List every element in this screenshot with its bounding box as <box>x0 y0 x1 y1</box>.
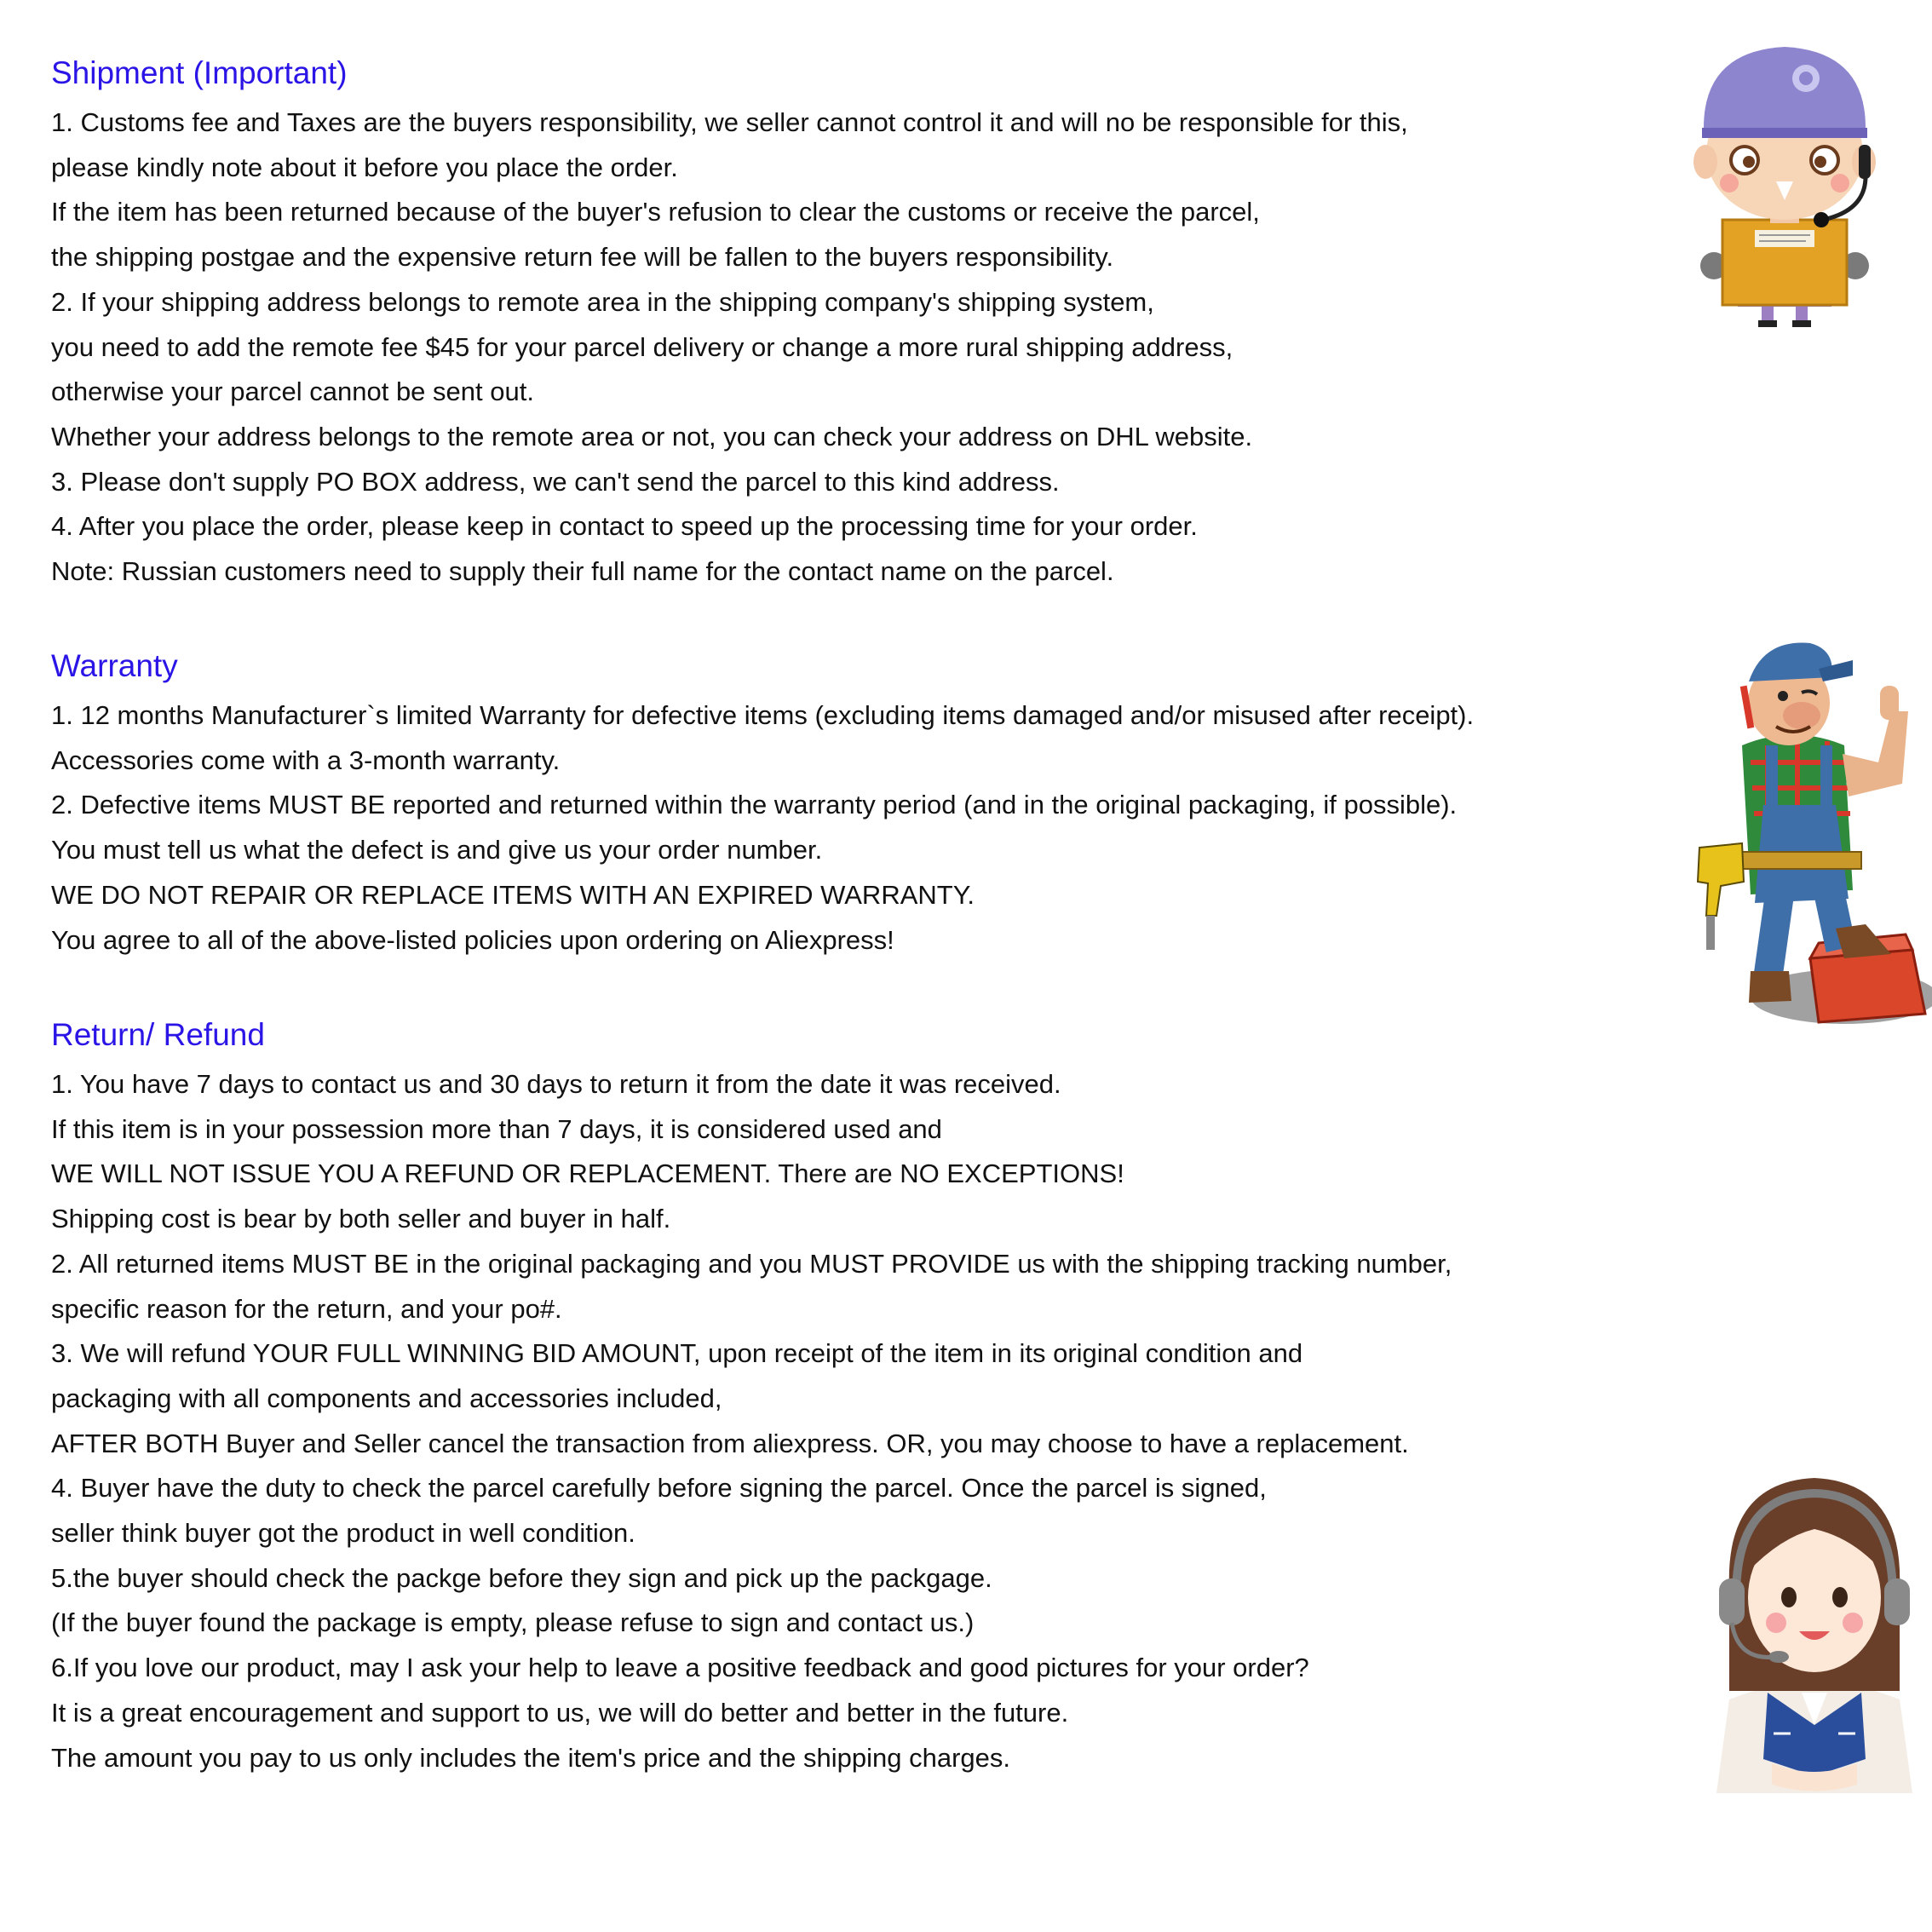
shipment-title: Shipment (Important) <box>51 55 348 90</box>
courier-illustration <box>1670 26 1900 332</box>
refund-line: (If the buyer found the package is empty, please refuse to sign and contact us.) <box>51 1607 975 1638</box>
warranty-title: Warranty <box>51 648 178 683</box>
shipment-line: you need to add the remote fee $45 for your parcel delivery or change a more rural shipping address, <box>51 331 1233 362</box>
refund-line: The amount you pay to us only includes the item's price and the shipping charges. <box>51 1742 1011 1773</box>
support-illustration <box>1704 1469 1925 1793</box>
refund-line: 1. You have 7 days to contact us and 30 days to return it from the date it was received. <box>51 1069 1061 1099</box>
refund-line: 2. All returned items MUST BE in the original packaging and you MUST PROVIDE us with the shipping tracking number, <box>51 1248 1452 1279</box>
refund-line: It is a great encouragement and support to us, we will do better and better in the future. <box>51 1697 1069 1728</box>
refund-lines <box>51 1062 1670 1780</box>
warranty-line: 2. Defective items MUST BE reported and returned within the warranty period (and in the original packaging, if possible). <box>51 790 1458 820</box>
refund-line: specific reason for the return, and your po#. <box>51 1293 562 1324</box>
refund-line: Shipping cost is bear by both seller and buyer in half. <box>51 1204 671 1234</box>
refund-title: Return/ Refund <box>51 1017 265 1052</box>
refund-line: packaging with all components and accessories included, <box>51 1383 722 1413</box>
shipment-line: otherwise your parcel cannot be sent out. <box>51 377 534 407</box>
shipment-line: If the item has been returned because of the buyer's refusion to clear the customs or receive the parcel, <box>51 197 1260 227</box>
shipment-line: 3. Please don't supply PO BOX address, we can't send the parcel to this kind address. <box>51 466 1060 497</box>
shipment-line: please kindly note about it before you place the order. <box>51 152 678 182</box>
refund-line: AFTER BOTH Buyer and Seller cancel the transaction from aliexpress. OR, you may choose to have a replacement. <box>51 1428 1409 1458</box>
shipment-lines <box>51 101 1670 595</box>
shipment-line: Note: Russian customers need to supply their full name for the contact name on the parcel. <box>51 556 1114 587</box>
warranty-line: You agree to all of the above-listed policies upon ordering on Aliexpress! <box>51 924 894 955</box>
refund-line: 3. We will refund YOUR FULL WINNING BID AMOUNT, upon receipt of the item in its original condition and <box>51 1338 1303 1369</box>
shipment-line: 2. If your shipping address belongs to remote area in the shipping company's shipping system, <box>51 286 1154 317</box>
warranty-lines <box>51 693 1670 963</box>
warranty-line: 1. 12 months Manufacturer`s limited Warranty for defective items (excluding items damaged and/or misused after receipt). <box>51 700 1475 730</box>
shipment-line: Whether your address belongs to the remote area or not, you can check your address on DHL website. <box>51 421 1253 451</box>
refund-line: 4. Buyer have the duty to check the parcel carefully before signing the parcel. Once the parcel is signed, <box>51 1473 1267 1504</box>
warranty-line: WE DO NOT REPAIR OR REPLACE ITEMS WITH AN EXPIRED WARRANTY. <box>51 879 975 910</box>
refund-section <box>51 1016 1670 1780</box>
shipment-line: the shipping postgae and the expensive return fee will be fallen to the buyers responsibility. <box>51 242 1114 273</box>
refund-line: WE WILL NOT ISSUE YOU A REFUND OR REPLACEMENT. There are NO EXCEPTIONS! <box>51 1159 1124 1189</box>
shipment-line: 4. After you place the order, please keep in contact to speed up the processing time for your order. <box>51 511 1198 542</box>
refund-line: seller think buyer got the product in well condition. <box>51 1518 635 1549</box>
refund-line: If this item is in your possession more than 7 days, it is considered used and <box>51 1113 942 1144</box>
shipment-line: 1. Customs fee and Taxes are the buyers responsibility, we seller cannot control it and will no be responsible for this, <box>51 107 1408 137</box>
warranty-line: Accessories come with a 3-month warranty. <box>51 745 561 775</box>
refund-line: 6.If you love our product, may I ask your help to leave a positive feedback and good pictures for your order? <box>51 1653 1309 1683</box>
warranty-line: You must tell us what the defect is and give us your order number. <box>51 835 823 865</box>
worker-illustration <box>1682 635 1932 1026</box>
warranty-section <box>51 647 1670 963</box>
refund-line: 5.the buyer should check the packge before they sign and pick up the packgage. <box>51 1562 992 1593</box>
shipment-section <box>51 55 1670 595</box>
